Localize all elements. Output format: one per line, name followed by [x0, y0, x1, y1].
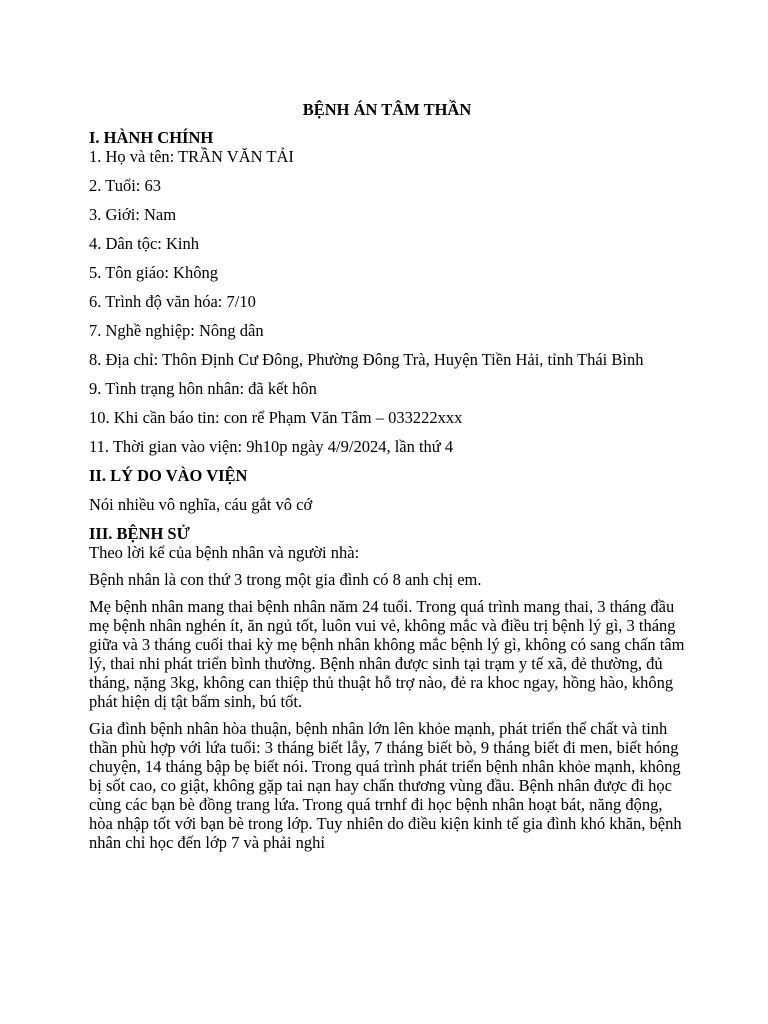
field-ethnicity: 4. Dân tộc: Kinh	[89, 234, 199, 253]
history-paragraph: Mẹ bệnh nhân mang thai bệnh nhân năm 24 tuổi. Trong quá trình mang thai, 3 tháng đầu mẹ bệnh nhân nghén ít, ăn ngủ tốt, luôn vui vẻ, không mắc và điều trị bệnh lý gì, 3 tháng giữa và 3 tháng cuối thai kỳ mẹ bệnh nhân không mắc bệnh lý gì, không có sang chấn tâm lý, thai nhi phát triển bình thường. Bệnh nhân được sinh tại trạm y tế xã, đẻ thường, đủ tháng, nặng 3kg, không can thiệp thủ thuật hỗ trợ nào, đẻ ra khoc ngay, hồng hào, không phát hiện dị tật bẩm sinh, bú tốt.	[89, 597, 685, 711]
field-emergency-contact: 10. Khi cần báo tin: con rể Phạm Văn Tâm – 033222xxx	[89, 408, 463, 427]
field-occupation: 7. Nghề nghiệp: Nông dân	[89, 321, 264, 340]
field-gender: 3. Giới: Nam	[89, 205, 177, 224]
field-admission-time: 11. Thời gian vào viện: 9h10p ngày 4/9/2024, lần thứ 4	[89, 437, 454, 456]
section-heading-administrative: I. HÀNH CHÍNH	[89, 128, 214, 147]
section-heading-history: III. BỆNH SỬ	[89, 524, 190, 543]
history-paragraph: Bệnh nhân là con thứ 3 trong một gia đình có 8 anh chị em.	[89, 570, 482, 589]
field-education: 6. Trình độ văn hóa: 7/10	[89, 292, 256, 311]
field-address: 8. Địa chỉ: Thôn Định Cư Đông, Phường Đông Trà, Huyện Tiền Hải, tỉnh Thái Bình	[89, 350, 644, 369]
document-body	[89, 100, 685, 860]
history-paragraph: Theo lời kể của bệnh nhân và người nhà:	[89, 543, 360, 562]
section-heading-reason: II. LÝ DO VÀO VIỆN	[89, 466, 248, 485]
field-age: 2. Tuổi: 63	[89, 176, 161, 195]
field-marital-status: 9. Tình trạng hôn nhân: đã kết hôn	[89, 379, 317, 398]
reason-text: Nói nhiều vô nghĩa, cáu gắt vô cớ	[89, 495, 313, 514]
field-religion: 5. Tôn giáo: Không	[89, 263, 218, 282]
field-full-name: 1. Họ và tên: TRẦN VĂN TẢI	[89, 147, 294, 166]
history-paragraph: Gia đình bệnh nhân hòa thuận, bệnh nhân lớn lên khỏe mạnh, phát triển thể chất và tinh thần phù hợp với lứa tuổi: 3 tháng biết lẫy, 7 tháng biết bò, 9 tháng biết đi men, biết hóng chuyện, 14 tháng bập bẹ biết nói. Trong quá trình phát triển bệnh nhân khỏe mạnh, không bị sốt cao, co giật, không gặp tai nạn hay chấn thương vùng đầu. Bệnh nhân được đi học cùng các bạn bè đồng trang lứa. Trong quá trnhf đi học bệnh nhân hoạt bát, năng động, hòa nhập tốt với bạn bè trong lớp. Tuy nhiên do điều kiện kinh tế gia đình khó khăn, bệnh nhân chỉ học đến lớp 7 và phải nghỉ	[89, 719, 682, 852]
document-title: BỆNH ÁN TÂM THẦN	[302, 100, 472, 119]
